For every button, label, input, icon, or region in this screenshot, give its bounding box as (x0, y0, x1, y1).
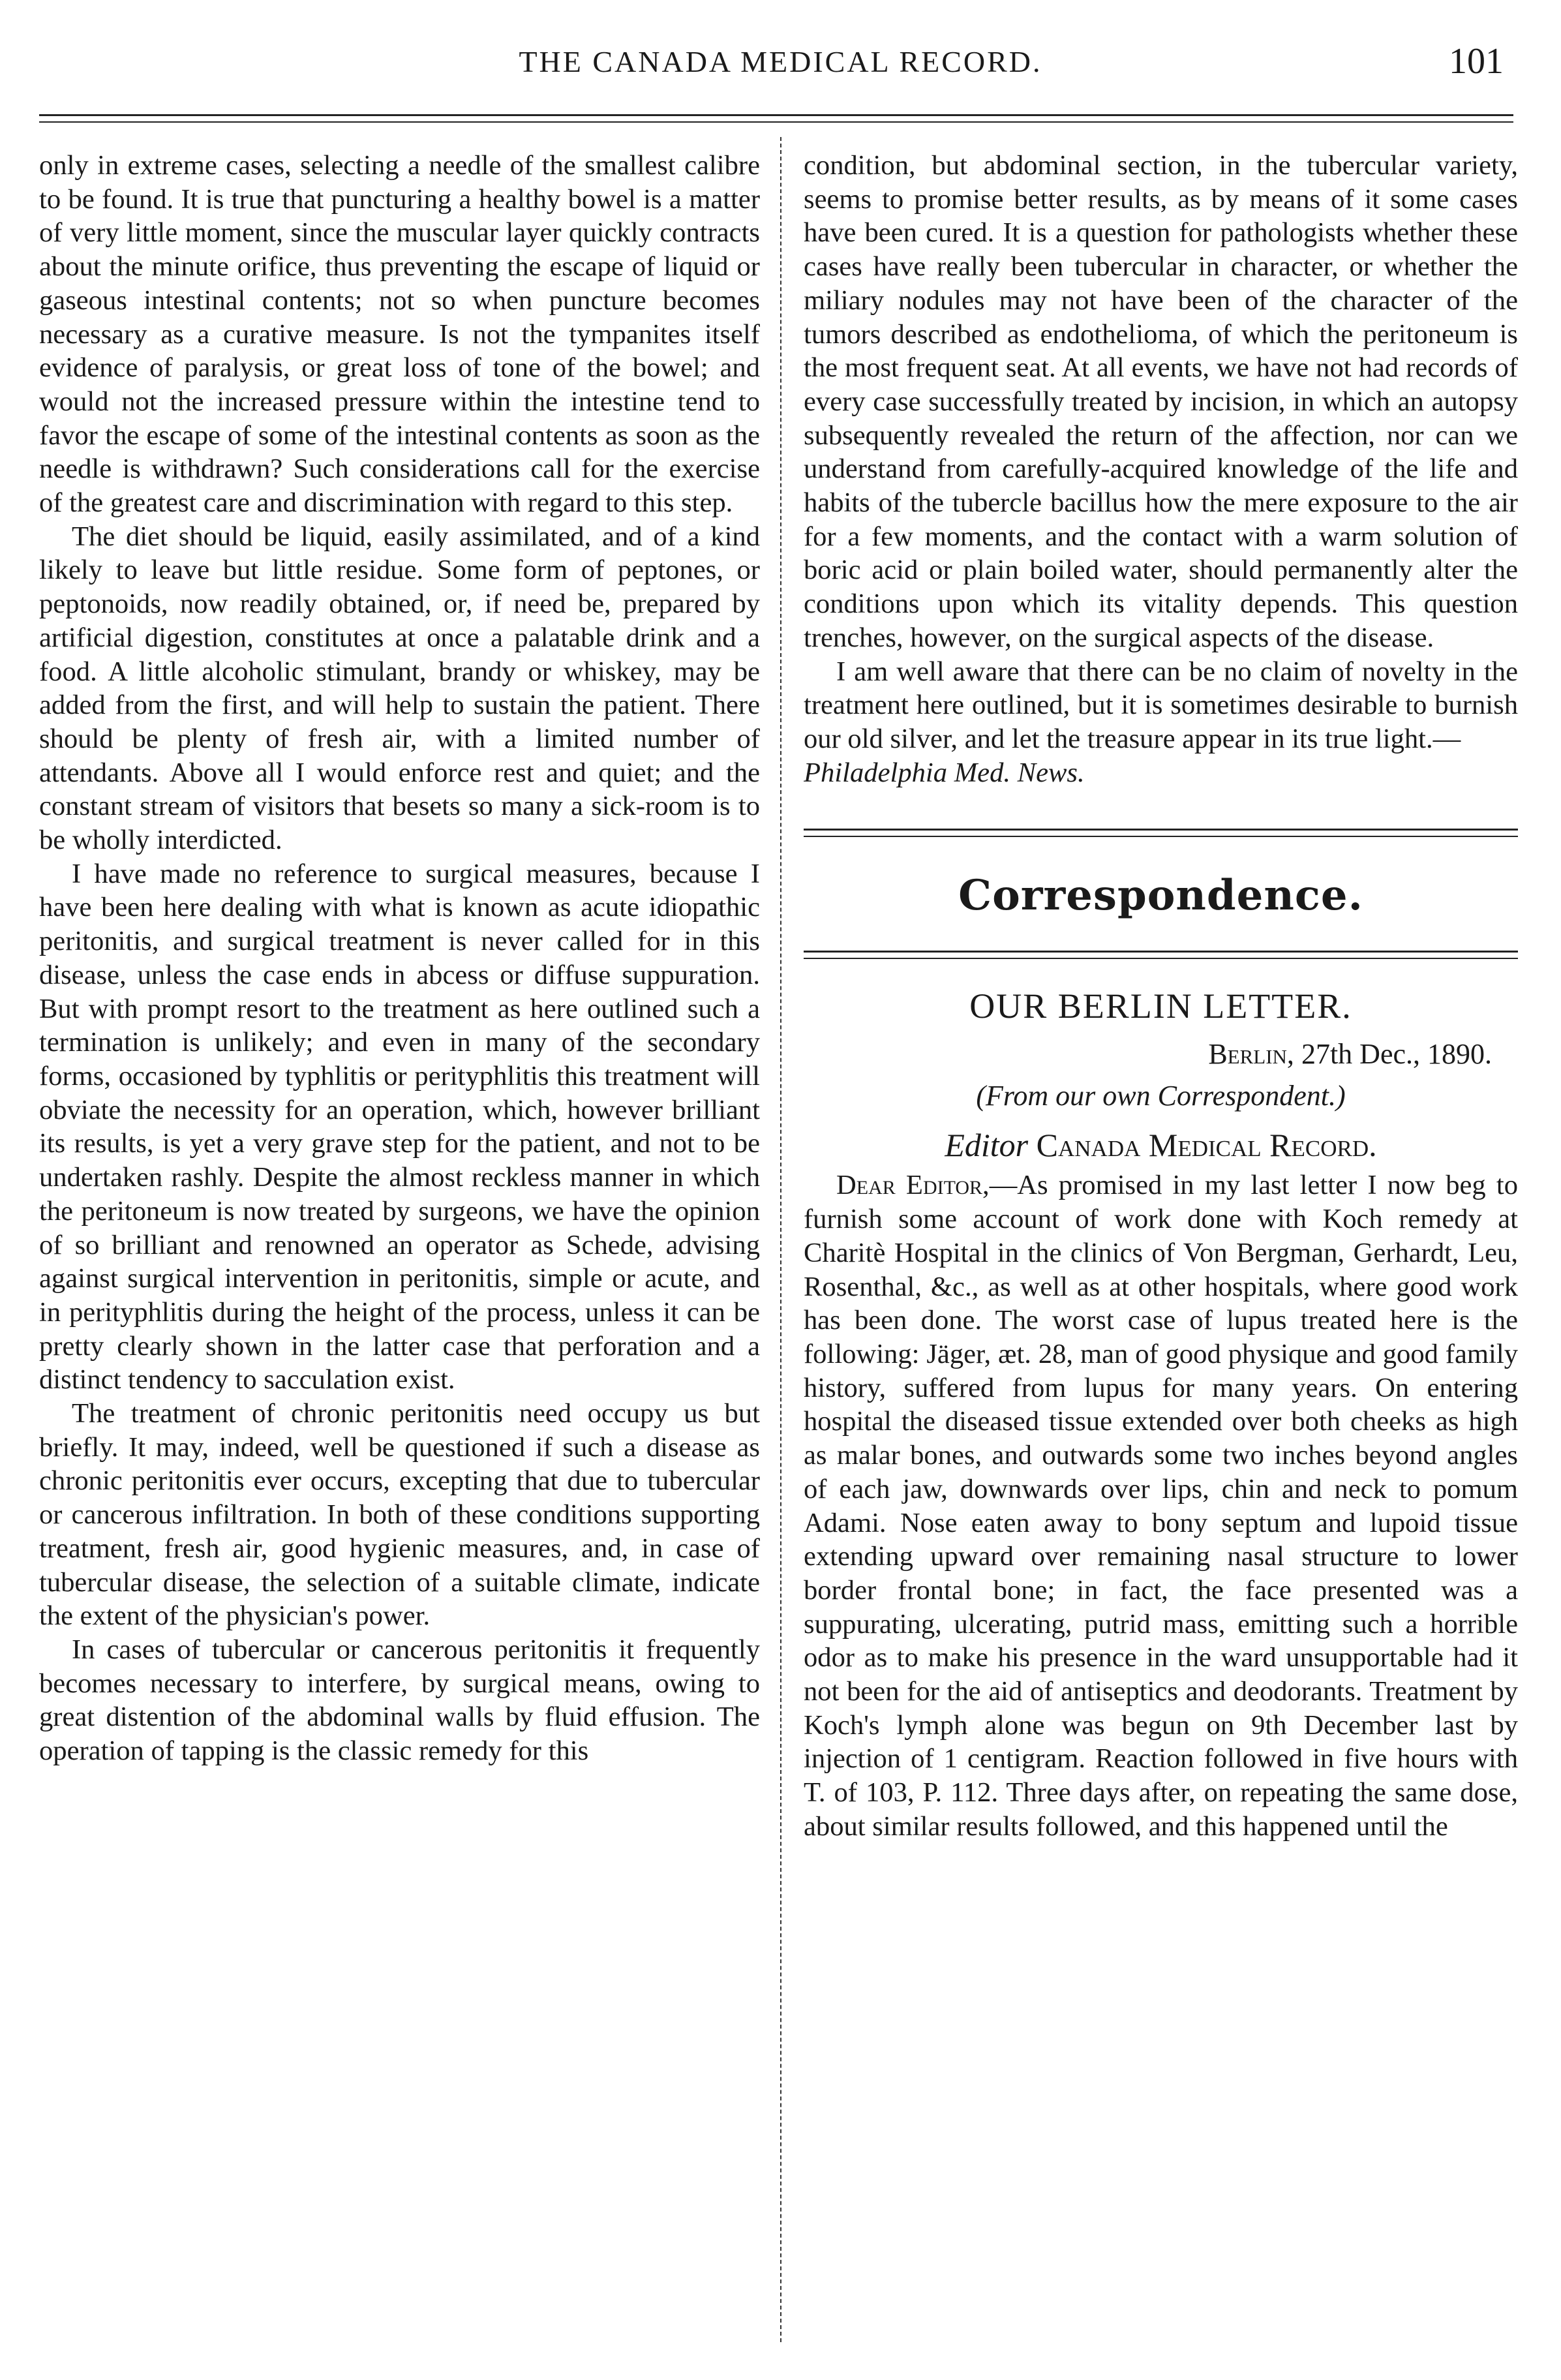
column-divider (780, 137, 781, 2342)
section-rule-top-thin (804, 836, 1518, 837)
header-rule-thick (39, 114, 1513, 116)
addressee-prefix: Editor (945, 1126, 1029, 1163)
left-column (39, 149, 760, 2354)
right-column (804, 149, 1518, 2354)
paragraph: The treatment of chronic peritonitis need occupy us but briefly. It may, indeed, well be questioned if such a disease as chronic peritonitis ever occurs, excepting that due to tubercular or cancerous infiltration. In both of these conditions supporting treatment, fresh air, good hygienic measures, and, in case of tubercular disease, the selection of a suitable climate, indicate the extent of the physician's power. (39, 1398, 760, 1632)
letter-text: —As promised in my last letter I now beg to furnish some account of work done with Koch remedy at Charitè Hospital in the clinics of Von Bergman, Gerhardt, Leu, Rosenthal, &c., as well as at other hospitals, where good work has been done. The worst case of lupus treated here is the following: Jäger, æt. 28, man of good physique and good family history, suffered from lupus for many years. On entering hospital the diseased tissue extended over both cheeks as high as malar bones, and outwards some two inches beyond angles of each jaw, downwards over lips, chin and neck to pomum Adami. Nose eaten away to bony septum and lupoid tissue extending upward over remaining nasal structure to lower border frontal bone; in fact, the face presented was a suppurating, ulcerating, putrid mass, emitting such a horrible odor as to make his presence in the ward unsupportable had it not been for the aid of antiseptics and deodorants. Treatment by Koch's lymph alone was begun on 9th December last by injection of 1 centigram. Reaction followed in five hours with T. of 103, P. 112. Three days after, on repeating the same dose, about similar results followed, and this happened until the (804, 1170, 1518, 1842)
section-rule-top (804, 829, 1518, 831)
section-rule-bottom-thin (804, 958, 1518, 959)
page-header (0, 41, 1561, 97)
paragraph: I am well aware that there can be no claim of novelty in the treatment here outlined, but it is sometimes desirable to burnish our old silver, and let the treasure appear in its true light.— (804, 656, 1518, 754)
article-title: OUR BERLIN LETTER. (969, 986, 1352, 1026)
dateline-place: Berlin, (1208, 1038, 1294, 1071)
paragraph: only in extreme cases, selecting a needle of the smallest calibre to be found. It is true that puncturing a healthy bowel is a matter of very little moment, since the muscular layer quickly contracts about the minute orifice, thus preventing the escape of liquid or gaseous intestinal contents; not so when puncture becomes necessary as a curative measure. Is not the tympanites itself evidence of paralysis, or great loss of tone of the bowel; and would not the increased pressure within the intestine tend to favor the escape of some of the intestinal contents as soon as the needle is withdrawn? Such considerations call for the exercise of the greatest care and discrimination with regard to this step. (39, 150, 760, 519)
citation: Philadelphia Med. News. (804, 757, 1085, 788)
paragraph: In cases of tubercular or cancerous peritonitis it frequently becomes necessary to interfere, by surgical means, owing to great distention of the abdominal walls by fluid effusion. The operation of tapping is the classic remedy for this (39, 1634, 760, 1767)
letter-paragraph (804, 1168, 1518, 1843)
paragraph: I have made no reference to surgical measures, because I have been here dealing with what is known as acute idiopathic peritonitis, and surgical treatment is never called for in this disease, unless the case ends in abcess or diffuse suppuration. But with prompt resort to the treatment as here outlined such a termination is unlikely; and even in many of the secondary forms, occasioned by typhlitis or perityphlitis this treatment will obviate the necessity for an operation, which, however brilliant its results, is yet a very grave step for the patient, and not to be undertaken rashly. Despite the almost reckless manner in which the peritoneum is now treated by surgeons, we have the opinion of so brilliant and renowned an operator as Schede, advising against surgical intervention in peritonitis, simple or acute, and in perityphlitis during the height of the process, unless it can be pretty clearly shown in the latter case that perforation and a distinct tendency to sacculation exist. (39, 858, 760, 1396)
dateline-date: 27th Dec., 1890. (1301, 1038, 1492, 1071)
byline: (From our own Correspondent.) (976, 1080, 1346, 1112)
salutation: Dear Editor, (836, 1170, 990, 1201)
header-rule-thin (39, 121, 1513, 123)
section-rule-bottom (804, 951, 1518, 953)
section-heading: Correspondence. (958, 871, 1363, 921)
running-title: THE CANADA MEDICAL RECORD. (519, 45, 1042, 78)
addressee-name: Canada Medical Record. (1036, 1126, 1377, 1163)
addressee (804, 1126, 1518, 1163)
paragraph: condition, but abdominal section, in the tubercular variety, seems to promise better results, as by means of it some cases have been cured. It is a question for pathologists whether these cases have really been tubercular in character, or whether the miliary nodules may not have been of the character of the tumors described as endothelioma, of which the peritoneum is the most frequent seat. At all events, we have not had records of every case successfully treated by incision, in which an autopsy subsequently revealed the return of the affection, nor can we understand from carefully-acquired knowledge of the life and habits of the tubercle bacillus how the mere exposure to the air for a few moments, and the contact with a warm solution of boric acid or plain boiled water, should permanently alter the conditions upon which its vitality depends. This question trenches, however, on the surgical aspects of the disease. (804, 150, 1518, 653)
dateline (804, 1037, 1492, 1071)
paragraph: The diet should be liquid, easily assimilated, and of a kind likely to leave but little residue. Some form of peptones, or peptonoids, now readily obtained, or, if need be, prepared by artificial digestion, constitutes at once a palatable drink and a food. A little alcoholic stimulant, brandy or whiskey, may be added from the first, and will help to sustain the patient. There should be plenty of fresh air, with a limited number of attendants. Above all I would enforce rest and quiet; and the constant stream of visitors that besets so many a sick-room is to be wholly interdicted. (39, 521, 760, 856)
page-number: 101 (1449, 41, 1504, 82)
